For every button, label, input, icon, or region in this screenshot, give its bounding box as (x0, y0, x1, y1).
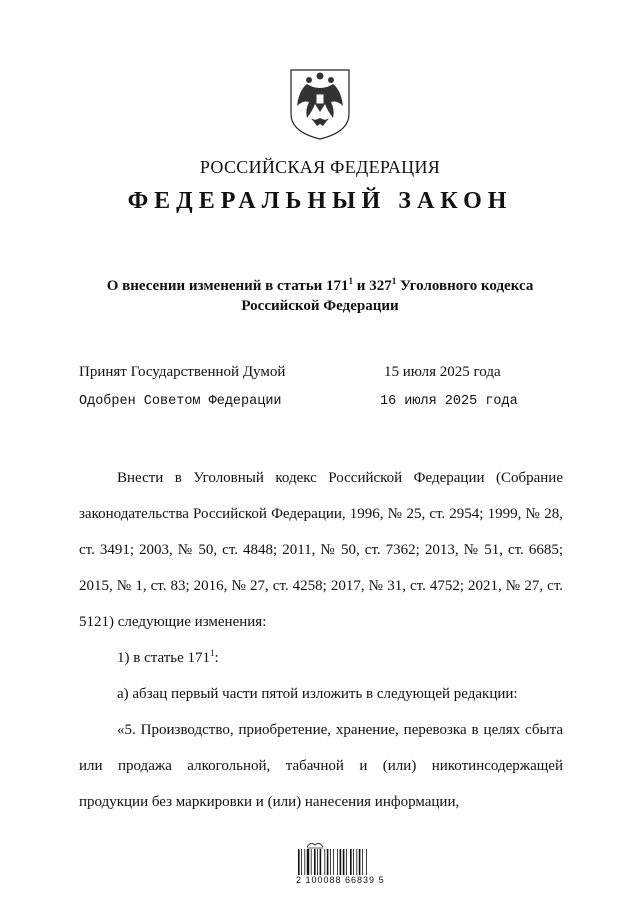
country-name: РОССИЙСКАЯ ФЕДЕРАЦИЯ (199, 157, 441, 177)
law-body (79, 460, 563, 820)
registry-mark-icon (305, 839, 325, 849)
body-item-1 (79, 640, 563, 676)
law-title (60, 276, 580, 316)
item-1-text: 1) в статье 171 (117, 650, 211, 666)
body-quote: «5. Производство, приобретение, хранение, перевозка в целях сбыта или продажа алкогольной, табачной и (или) никотинсодержащей продукции без маркировки и (или) нанесения информации, (79, 722, 563, 810)
title-superscript-1: 1 (348, 276, 354, 286)
council-approval-label: Одобрен Советом Федерации (79, 394, 282, 409)
title-line-2: Российской Федерации (241, 298, 399, 314)
duma-adoption-date: 15 июля 2025 года (384, 364, 501, 380)
document-type: ФЕДЕРАЛЬНЫЙ ЗАКОН (127, 188, 513, 214)
item-1-tail: : (214, 650, 219, 666)
title-part-1: О внесении изменений в статьи 171 (106, 278, 349, 294)
barcode-icon (297, 849, 375, 875)
title-superscript-2: 1 (391, 276, 397, 286)
body-paragraph-intro: Внести в Уголовный кодекс Российской Федерации (Собрание законодательства Российской Федерации, 1996, № 25, ст. 2954; 1999, № 28, ст. 3491; 2003, № 50, ст. 4848; 2011, № 50, ст. 7362; 2013, № 51, ст. 6685; 2015, № 1, ст. 83; 2016, № 27, ст. 4258; 2017, № 31, ст. 4752; 2021, № 27, ст. 5121) следующие изменения: (79, 470, 563, 630)
title-part-3: Уголовного кодекса (396, 278, 534, 294)
title-part-2: и 327 (353, 278, 392, 294)
item-1-superscript: 1 (210, 648, 215, 658)
body-item-a: а) абзац первый части пятой изложить в следующей редакции: (117, 686, 518, 702)
barcode-number: 2 100088 66839 5 (296, 875, 385, 885)
duma-adoption-label: Принят Государственной Думой (79, 364, 286, 380)
council-approval-date: 16 июля 2025 года (380, 394, 518, 409)
state-emblem-icon (287, 66, 353, 142)
